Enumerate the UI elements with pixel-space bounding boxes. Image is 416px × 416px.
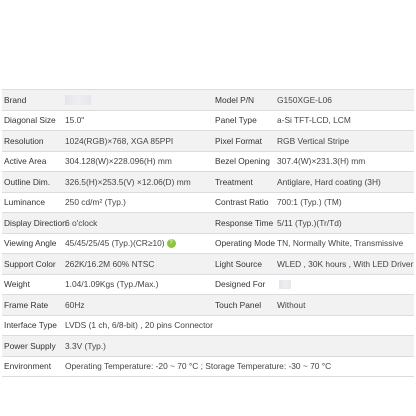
spec-value: 60Hz: [65, 299, 85, 310]
spec-label: Frame Rate: [4, 299, 49, 310]
spec-label: Panel Type: [215, 115, 257, 126]
spec-label: Resolution: [4, 135, 44, 146]
spec-value: TN, Normally White, Transmissive: [277, 238, 404, 249]
table-row: [2, 234, 414, 255]
spec-value: 1024(RGB)×768, XGA 85PPI: [65, 135, 174, 146]
spec-table: [2, 89, 414, 377]
spec-value: [62, 94, 210, 105]
spec-label: Brand: [4, 94, 27, 105]
spec-value: 1.04/1.09Kgs (Typ./Max.): [65, 279, 159, 290]
spec-value: 262K/16.2M 60% NTSC: [65, 258, 155, 269]
table-row: [2, 213, 414, 234]
spec-label: Response Time: [215, 217, 274, 228]
spec-value: 326.5(H)×253.5(V) ×12.06(D) mm: [65, 176, 191, 187]
table-row: [2, 275, 414, 296]
spec-value: 3.3V (Typ.): [65, 340, 106, 351]
spec-label: Touch Panel: [215, 299, 262, 310]
designed-for-redacted: [279, 280, 291, 289]
spec-value: [274, 279, 414, 289]
table-row: [2, 152, 414, 173]
spec-label: Environment: [4, 361, 52, 372]
table-row: [2, 295, 414, 316]
spec-label: Display Direction: [4, 217, 67, 228]
spec-label: Light Source: [215, 258, 263, 269]
spec-value: LVDS (1 ch, 6/8-bit) , 20 pins Connector: [65, 320, 213, 331]
spec-label: Pixel Format: [215, 135, 263, 146]
spec-value: 304.128(W)×228.096(H) mm: [65, 156, 172, 167]
spec-value: Operating Temperature: -20 ~ 70 °C ; Storage Temperature: -30 ~ 70 °C: [65, 361, 332, 372]
spec-value: WLED , 30K hours , With LED Driver: [277, 258, 414, 269]
table-row: [2, 172, 414, 193]
spec-label: Weight: [4, 279, 30, 290]
table-row: [2, 357, 414, 378]
spec-value: G150XGE-L06: [277, 94, 332, 105]
spec-value: 250 cd/m² (Typ.): [65, 197, 126, 208]
table-row: [2, 336, 414, 357]
spec-value: 15.0": [65, 115, 85, 126]
spec-label: Bezel Opening: [215, 156, 270, 167]
viewing-angle-text: 45/45/25/45 (Typ.)(CR≥10): [65, 238, 165, 249]
table-row: [2, 131, 414, 152]
spec-label: Support Color: [4, 258, 56, 269]
table-row: [2, 254, 414, 275]
question-icon[interactable]: ?: [167, 239, 176, 248]
table-row: [2, 90, 414, 111]
spec-label: Interface Type: [4, 320, 57, 331]
spec-label: Active Area: [4, 156, 47, 167]
spec-label: Power Supply: [4, 340, 56, 351]
spec-label: Operating Mode: [215, 238, 276, 249]
brand-logo-redacted: [65, 95, 91, 105]
table-row: [2, 111, 414, 132]
spec-label: Model P/N: [215, 94, 255, 105]
spec-value: Antiglare, Hard coating (3H): [277, 176, 381, 187]
spec-value: RGB Vertical Stripe: [277, 135, 350, 146]
spec-label: Luminance: [4, 197, 45, 208]
spec-label: Diagonal Size: [4, 115, 56, 126]
spec-value: 6 o'clock: [65, 217, 98, 228]
table-row: [2, 316, 414, 337]
spec-value: [62, 238, 210, 248]
spec-label: Outline Dim.: [4, 176, 51, 187]
spec-value: 700:1 (Typ.) (TM): [277, 197, 342, 208]
spec-label: Contrast Ratio: [215, 197, 269, 208]
spec-label: Treatment: [215, 176, 253, 187]
spec-value: 5/11 (Typ.)(Tr/Td): [277, 217, 342, 228]
spec-value: a-Si TFT-LCD, LCM: [277, 115, 351, 126]
spec-value: Without: [277, 299, 306, 310]
spec-label: Designed For: [215, 279, 266, 290]
spec-label: Viewing Angle: [4, 238, 57, 249]
spec-value: 307.4(W)×231.3(H) mm: [277, 156, 366, 167]
table-row: [2, 193, 414, 214]
